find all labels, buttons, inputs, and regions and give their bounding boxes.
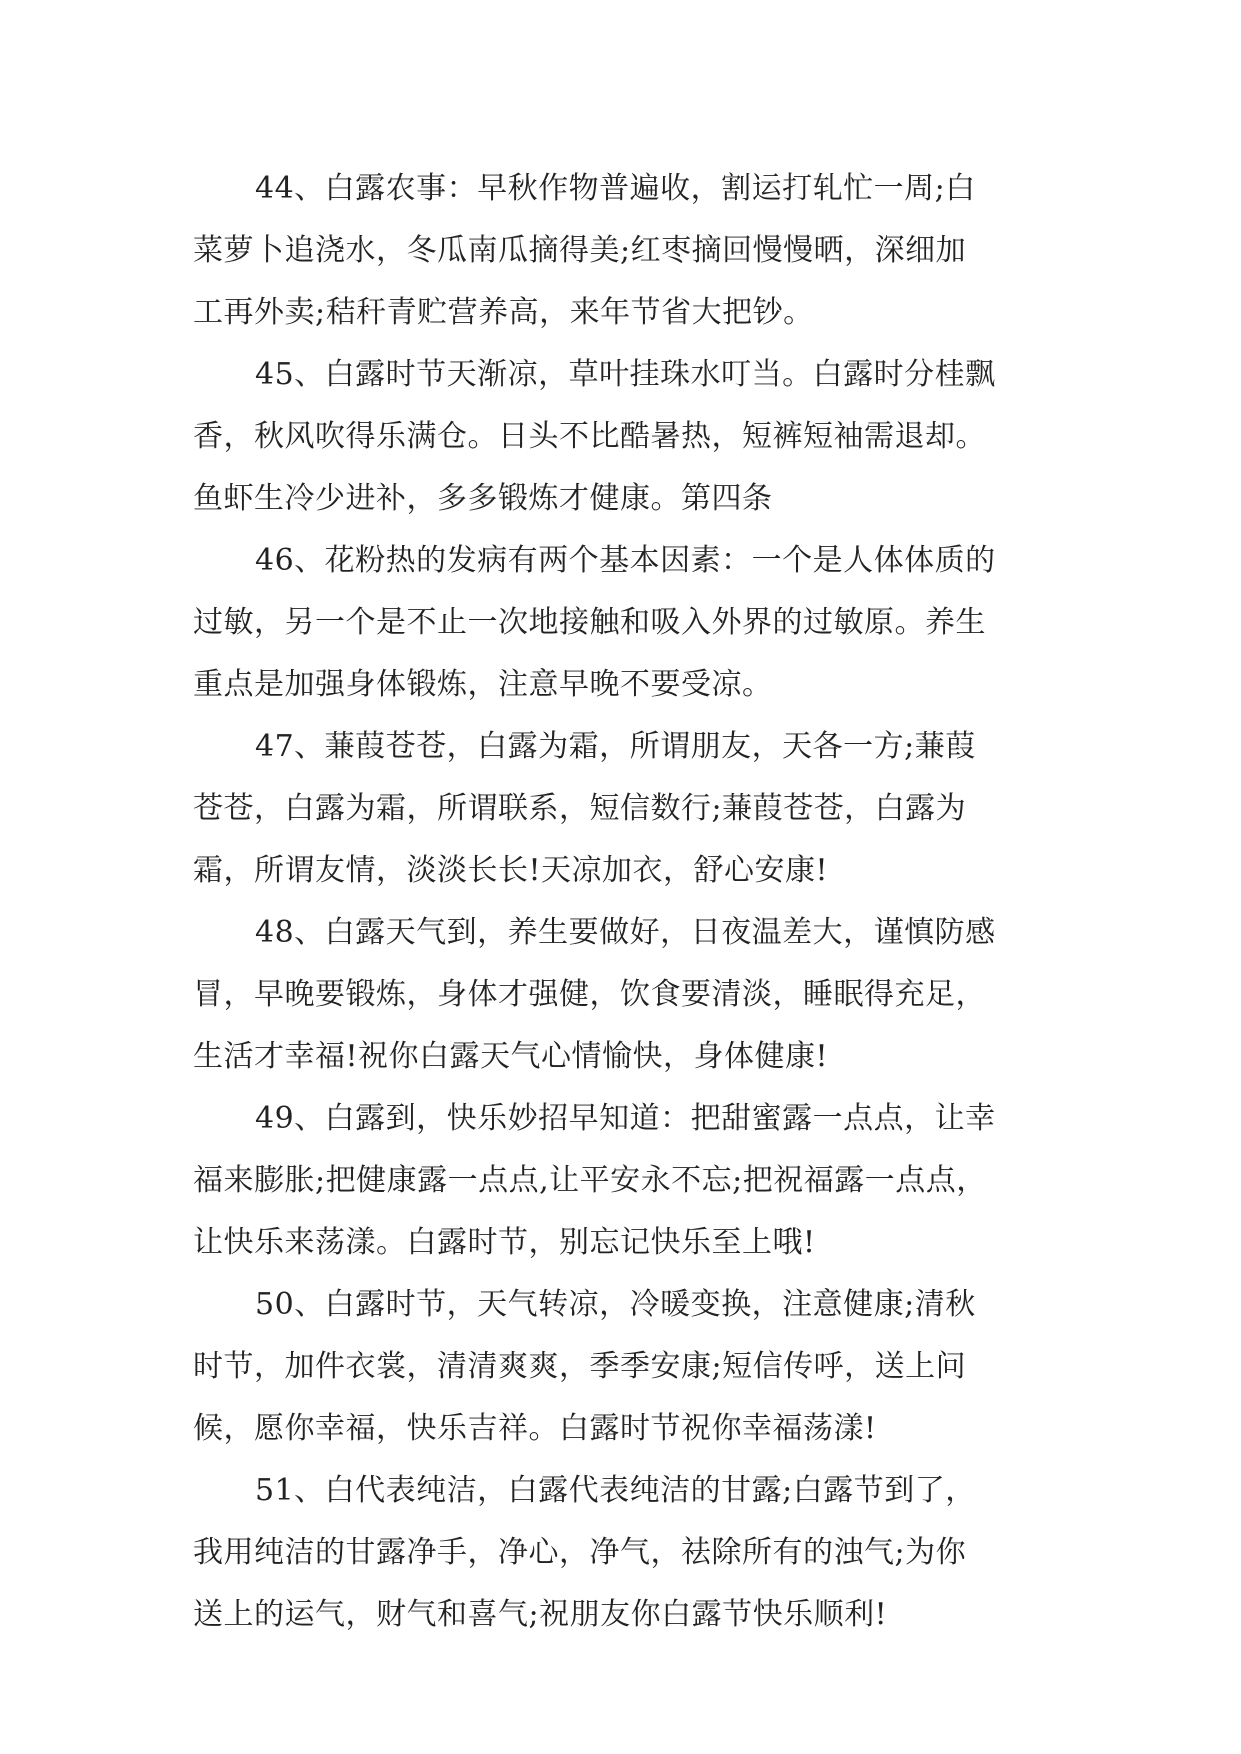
text-line: 苍苍，白露为霜，所谓联系，短信数行;蒹葭苍苍，白露为	[193, 791, 967, 826]
text-line: 过敏，另一个是不止一次地接触和吸入外界的过敏原。养生	[193, 605, 986, 640]
paragraph-49	[193, 1088, 1055, 1274]
paragraph-45	[193, 344, 1055, 530]
text-line: 时节，加件衣裳，清清爽爽，季季安康;短信传呼，送上问	[193, 1349, 967, 1384]
paragraph-44	[193, 158, 1055, 344]
text-line: 重点是加强身体锻炼，注意早晚不要受凉。	[193, 667, 773, 702]
text-line: 菜萝卜追浇水，冬瓜南瓜摘得美;红枣摘回慢慢晒，深细加	[193, 233, 967, 268]
text-line: 香，秋风吹得乐满仓。日头不比酷暑热，短裤短袖需退却。	[193, 419, 986, 454]
paragraph-51	[193, 1460, 1055, 1646]
text-line: 44、白露农事：早秋作物普遍收，割运打轧忙一周;白	[255, 171, 976, 206]
text-line: 福来膨胀;把健康露一点点,让平安永不忘;把祝福露一点点，	[193, 1163, 987, 1198]
document-body	[193, 158, 1055, 1646]
text-line: 让快乐来荡漾。白露时节，别忘记快乐至上哦!	[193, 1225, 816, 1260]
paragraph-46	[193, 530, 1055, 716]
text-line: 45、白露时节天渐凉，草叶挂珠水叮当。白露时分桂飘	[255, 357, 996, 392]
text-line: 51、白代表纯洁，白露代表纯洁的甘露;白露节到了，	[255, 1473, 976, 1508]
paragraph-48	[193, 902, 1055, 1088]
text-line: 48、白露天气到，养生要做好，日夜温差大，谨慎防感	[255, 915, 996, 950]
text-line: 我用纯洁的甘露净手，净心，净气，祛除所有的浊气;为你	[193, 1535, 967, 1570]
text-line: 送上的运气，财气和喜气;祝朋友你白露节快乐顺利!	[193, 1597, 888, 1632]
text-line: 46、花粉热的发病有两个基本因素：一个是人体体质的	[255, 543, 996, 578]
text-line: 霜，所谓友情，淡淡长长!天凉加衣，舒心安康!	[193, 853, 829, 888]
text-line: 候，愿你幸福，快乐吉祥。白露时节祝你幸福荡漾!	[193, 1411, 877, 1446]
text-line: 47、蒹葭苍苍，白露为霜，所谓朋友，天各一方;蒹葭	[255, 729, 976, 764]
text-line: 工再外卖;秸秆青贮营养高，来年节省大把钞。	[193, 295, 814, 330]
text-line: 49、白露到，快乐妙招早知道：把甜蜜露一点点，让幸	[255, 1101, 996, 1136]
text-line: 冒，早晚要锻炼，身体才强健，饮食要清淡，睡眠得充足，	[193, 977, 986, 1012]
paragraph-47	[193, 716, 1055, 902]
paragraph-50	[193, 1274, 1055, 1460]
text-line: 鱼虾生冷少进补，多多锻炼才健康。第四条	[193, 481, 773, 516]
text-line: 生活才幸福!祝你白露天气心情愉快，身体健康!	[193, 1039, 829, 1074]
text-line: 50、白露时节，天气转凉，冷暖变换，注意健康;清秋	[255, 1287, 976, 1322]
